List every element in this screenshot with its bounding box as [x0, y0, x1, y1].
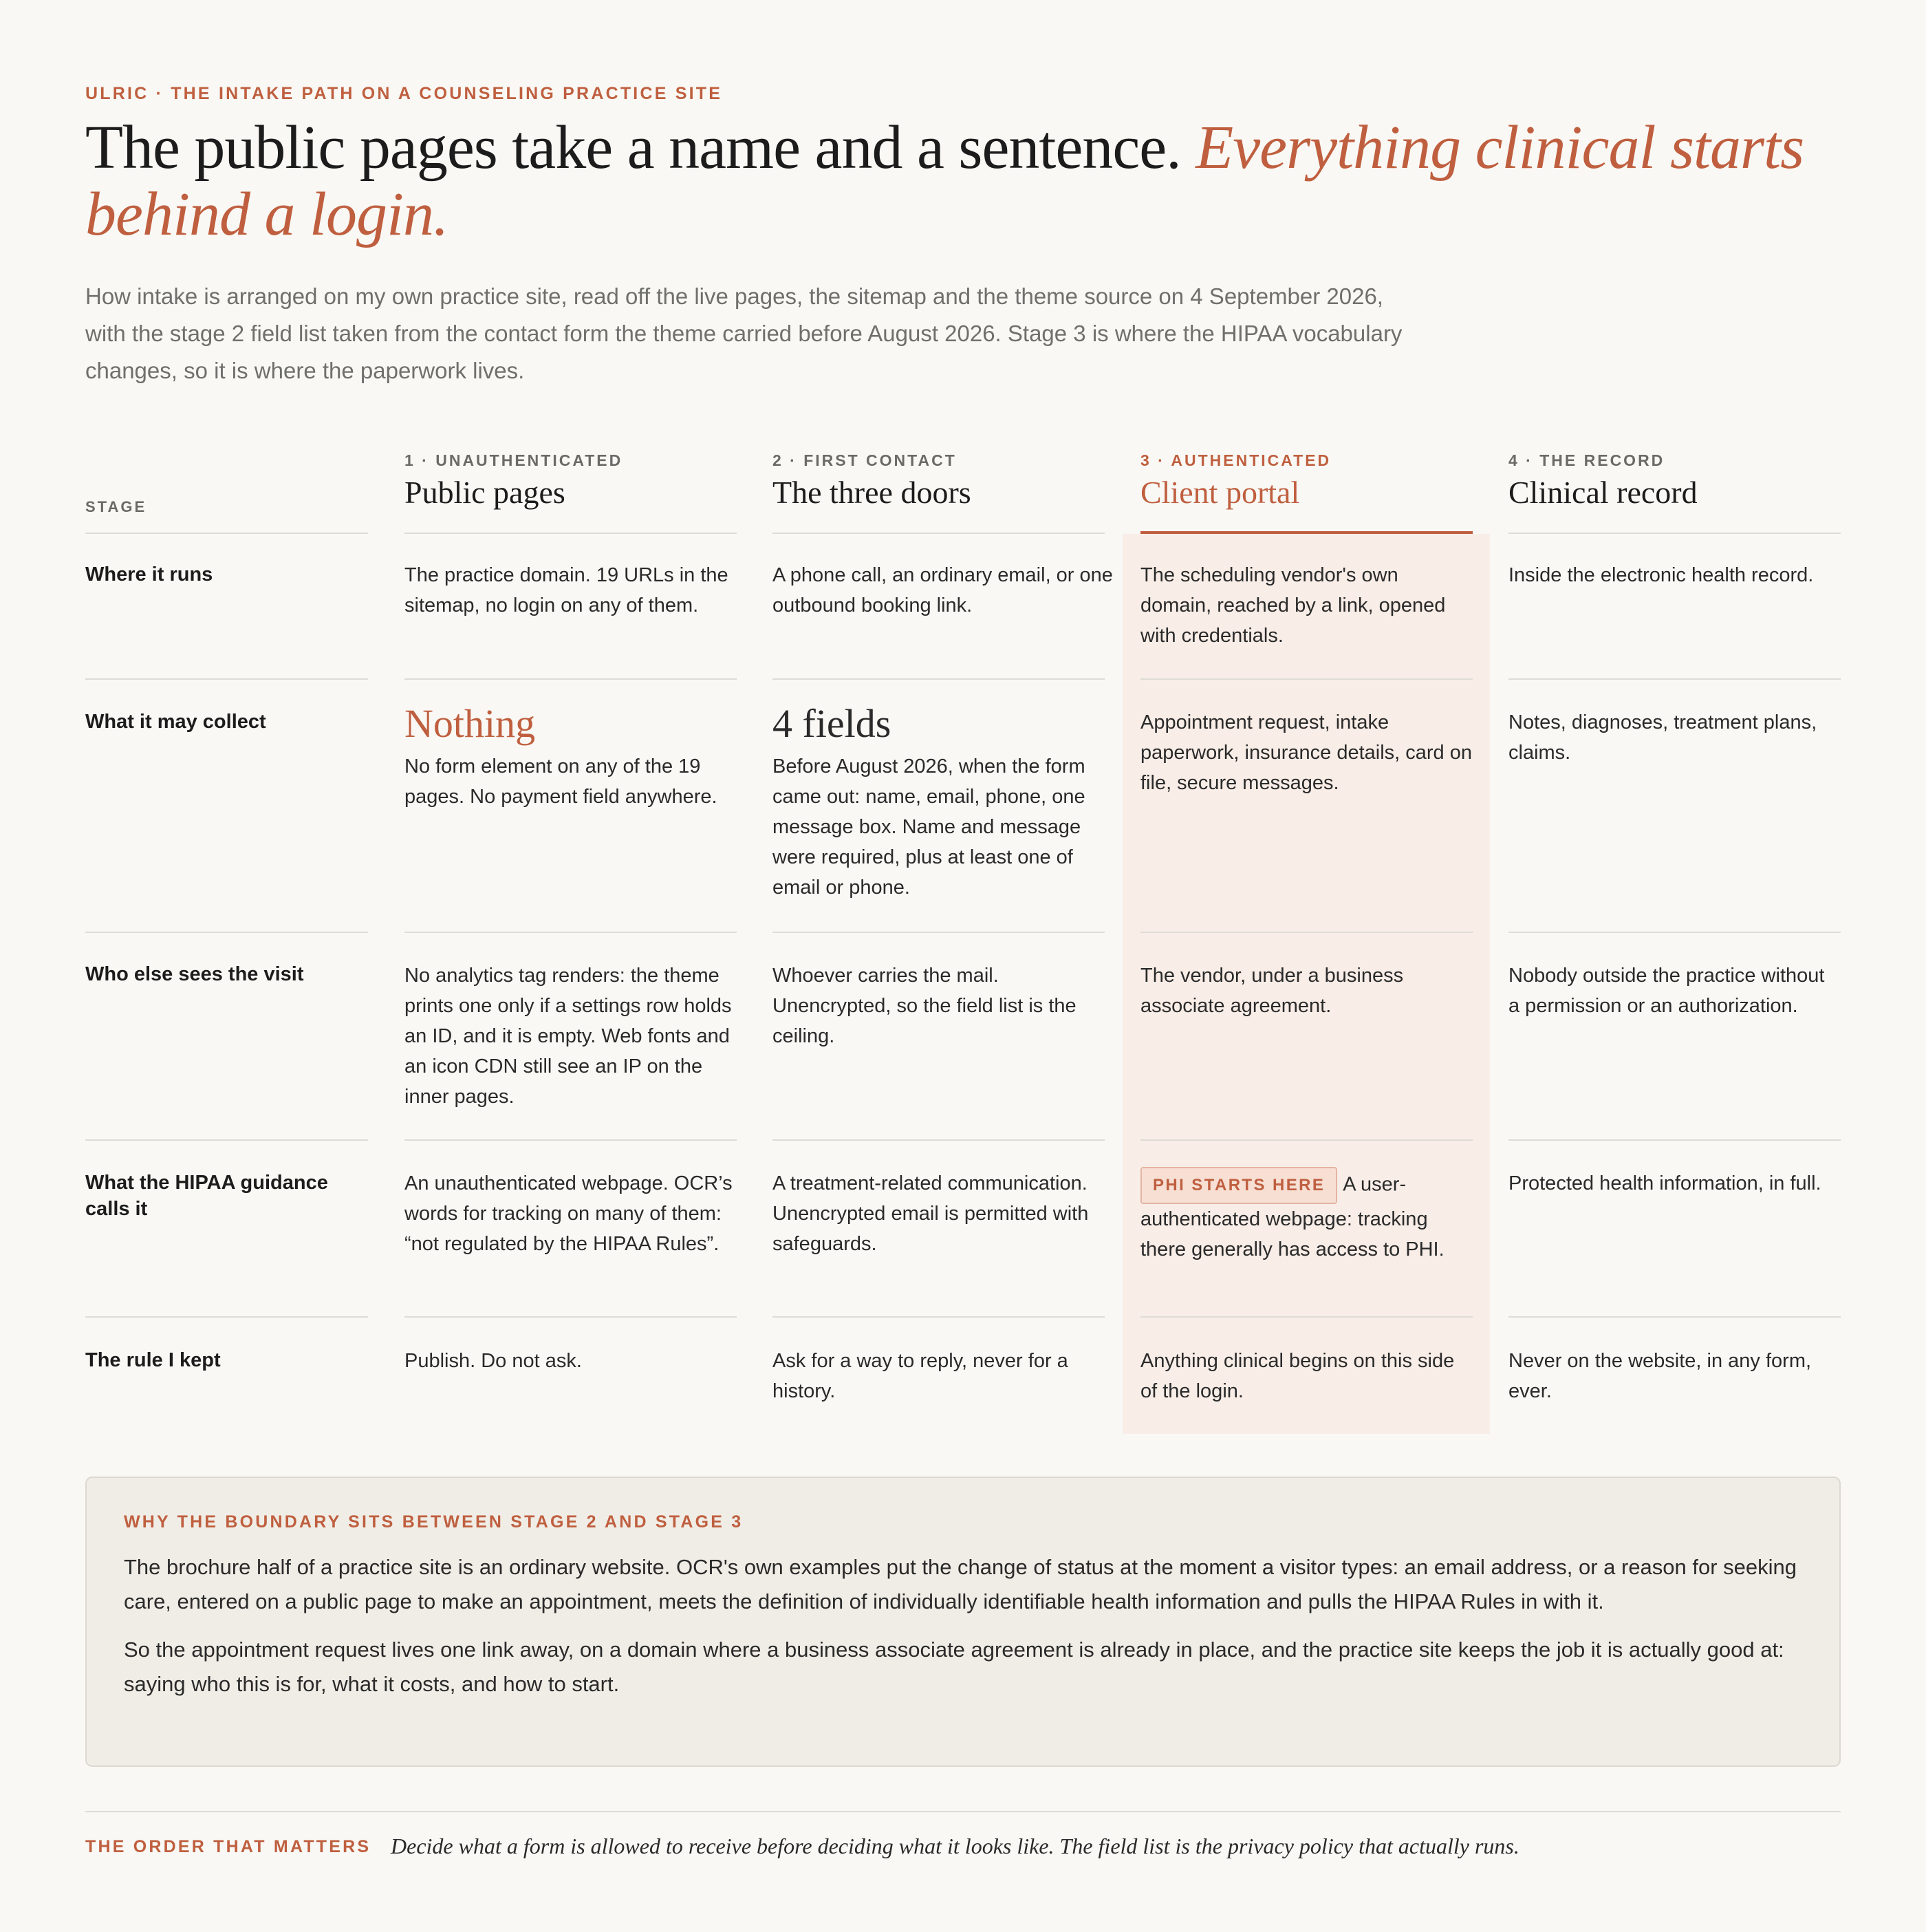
cell-rule-portal: Anything clinical begins on this side of the login. [1140, 1350, 1455, 1402]
row-label-where-it-runs: Where it runs [85, 564, 213, 586]
stage-3-number: 3 · AUTHENTICATED [1140, 451, 1332, 469]
row-separator [772, 1139, 1105, 1141]
row-label-hipaa-guidance: What the HIPAA guidance calls it [85, 1172, 328, 1220]
cell-hipaa-record: Protected health information, in full. [1508, 1172, 1821, 1194]
cell-collect-first-contact [772, 702, 1103, 903]
row-separator [85, 678, 368, 680]
header-rule [404, 533, 737, 534]
hipaa-portal-text: A user-authenticated webpage: tracking there generally has access to PHI. [1140, 1173, 1444, 1260]
row-separator [85, 932, 368, 933]
stage-4-name: Clinical record [1508, 475, 1698, 510]
cell-hipaa-portal [1140, 1167, 1471, 1265]
cell-sees-first-contact: Whoever carries the mail. Unencrypted, so the field list is the ceiling. [772, 965, 1076, 1047]
row-separator [404, 1316, 737, 1318]
note-paragraph-2: So the appointment request lives one link away, on a domain where a business associate agreement is already in place, and the practice site keeps the job it is actually good at: saying who this is for, what it costs, and how to start. [124, 1638, 1784, 1696]
row-separator [772, 932, 1105, 933]
cell-sees-portal: The vendor, under a business associate agreement. [1140, 965, 1404, 1017]
page-title [85, 114, 1860, 248]
phi-starts-here-badge: PHI STARTS HERE [1140, 1167, 1337, 1204]
stage-1-number: 1 · UNAUTHENTICATED [404, 451, 623, 469]
cell-where-portal: The scheduling vendor's own domain, reached by a link, opened with credentials. [1140, 564, 1446, 647]
header-rule [1508, 533, 1841, 534]
cell-where-record: Inside the electronic health record. [1508, 564, 1814, 586]
cell-where-public: The practice domain. 19 URLs in the sitemap, no login on any of them. [404, 564, 728, 616]
cell-collect-portal: Appointment request, intake paperwork, insurance details, card on file, secure messages. [1140, 711, 1472, 794]
collect-public-text: No form element on any of the 19 pages. No payment field anywhere. [404, 755, 717, 808]
lede: How intake is arranged on my own practice site, read off the live pages, the sitemap and the theme source on 4 September 2026, with the stage 2 field list taken from the contact form the theme carried before August 2026. Stage 3 is where the HIPAA vocabulary changes, so it is where the paperwork lives. [85, 283, 1403, 383]
row-label-who-else-sees: Who else sees the visit [85, 963, 304, 985]
stage-1-name: Public pages [404, 475, 565, 510]
header-rule [85, 533, 368, 534]
cell-where-first-contact: A phone call, an ordinary email, or one outbound booking link. [772, 564, 1113, 616]
footer-quote: Decide what a form is allowed to receive before deciding what it looks like. The field list is the privacy policy that actually runs. [391, 1834, 1519, 1858]
cell-rule-first-contact: Ask for a way to reply, never for a history. [772, 1350, 1068, 1402]
row-separator [1508, 678, 1841, 680]
header-rule-accent [1140, 531, 1473, 534]
note-paragraph-1: The brochure half of a practice site is an ordinary website. OCR's own examples put the change of status at the moment a visitor types: an email address, or a reason for seeking care, entered on a public page to make an appointment, meets the definition of individually identifiable health information and pulls the HIPAA Rules in with it. [124, 1555, 1797, 1613]
cell-hipaa-public: An unauthenticated webpage. OCR’s words for tracking on many of them: “not regulated by the HIPAA Rules”. [404, 1172, 733, 1255]
boundary-note [85, 1477, 1841, 1767]
cell-sees-record: Nobody outside the practice without a permission or an authorization. [1508, 965, 1825, 1017]
row-separator [85, 1139, 368, 1141]
eyebrow: ULRIC · THE INTAKE PATH ON A COUNSELING PRACTICE SITE [85, 84, 723, 103]
stage-2-number: 2 · FIRST CONTACT [772, 451, 957, 469]
stage-3-name: Client portal [1140, 475, 1300, 510]
collect-public-headline: Nothing [404, 701, 536, 746]
collect-first-contact-text: Before August 2026, when the form came out: name, email, phone, one message box. Name and message were required, plus at least one of email or phone. [772, 755, 1085, 899]
stage-2-name: The three doors [772, 475, 971, 510]
cell-sees-public: No analytics tag renders: the theme prints one only if a settings row holds an ID, and it is empty. Web fonts and an icon CDN still see an IP on the inner pages. [404, 965, 732, 1108]
row-separator [1140, 678, 1473, 680]
row-label-rule-kept: The rule I kept [85, 1349, 221, 1371]
row-separator [1508, 1139, 1841, 1141]
header-rule [772, 533, 1105, 534]
footer-label: THE ORDER THAT MATTERS [85, 1837, 371, 1856]
title-plain: The public pages take a name and a sentence. [85, 114, 1181, 182]
note-kicker: WHY THE BOUNDARY SITS BETWEEN STAGE 2 AND STAGE 3 [124, 1512, 744, 1532]
row-separator [772, 678, 1105, 680]
row-separator [772, 1316, 1105, 1318]
row-separator [404, 678, 737, 680]
cell-rule-public: Publish. Do not ask. [404, 1350, 582, 1372]
row-separator [404, 932, 737, 933]
cell-collect-record: Notes, diagnoses, treatment plans, claims. [1508, 711, 1817, 764]
row-label-what-it-may-collect: What it may collect [85, 711, 266, 733]
row-separator [1508, 1316, 1841, 1318]
collect-first-contact-headline: 4 fields [772, 701, 891, 746]
cell-rule-record: Never on the website, in any form, ever. [1508, 1350, 1812, 1402]
row-separator [1140, 1316, 1473, 1318]
stage-4-number: 4 · THE RECORD [1508, 451, 1665, 469]
stage-column-label: STAGE [85, 498, 147, 515]
row-separator [1508, 932, 1841, 933]
footer-rule [85, 1811, 1841, 1812]
row-separator [85, 1316, 368, 1318]
cell-collect-public [404, 702, 728, 812]
row-separator [1140, 932, 1473, 933]
title-accent: Everything clinical starts behind a login. [85, 114, 1804, 248]
row-separator [404, 1139, 737, 1141]
cell-hipaa-first-contact: A treatment-related communication. Unencrypted email is permitted with safeguards. [772, 1172, 1089, 1255]
row-separator [1140, 1139, 1473, 1141]
